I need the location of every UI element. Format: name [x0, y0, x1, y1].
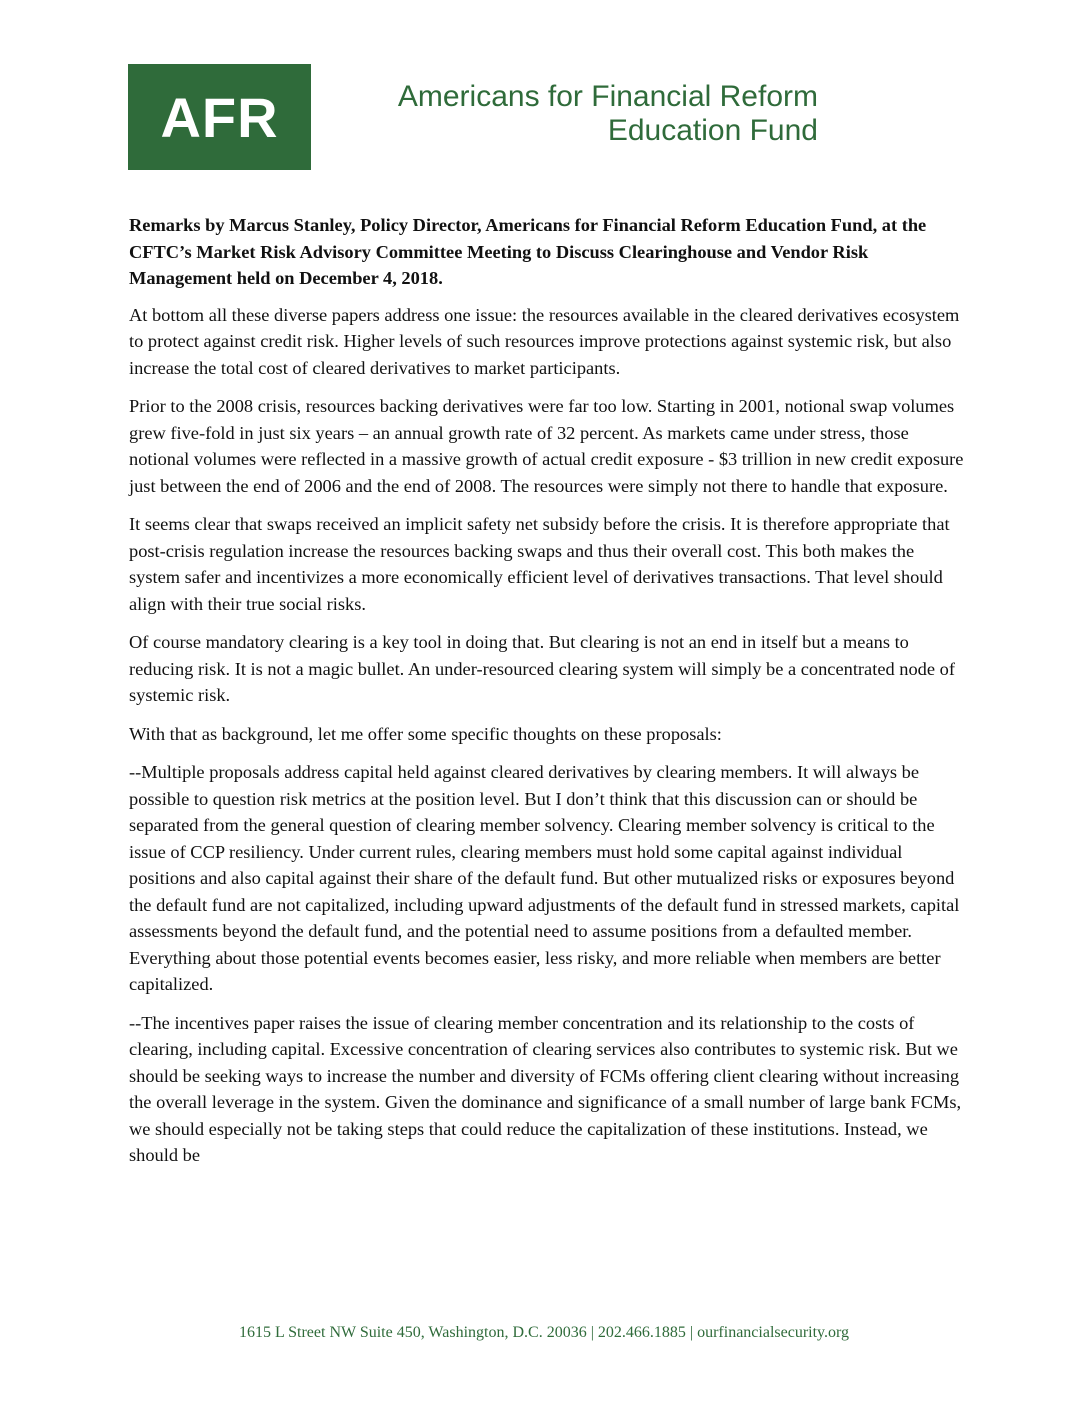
paragraph-3: It seems clear that swaps received an implicit safety net subsidy before the crisis. It is therefore appropriate that post-crisis regulation increase the resources backing swaps and thus their overall cost. This both makes the system safer and incentivizes a more economically efficient level of derivatives transactions. That level should align with their true social risks. [129, 514, 950, 614]
paragraph-4: Of course mandatory clearing is a key tool in doing that. But clearing is not an end in itself but a means to reducing risk. It is not a magic bullet. An under-resourced clearing system will simply be a concentrated node of systemic risk. [129, 632, 955, 705]
footer-address: 1615 L Street NW Suite 450, Washington, D.C. 20036 | 202.466.1885 | ourfinancialsecurity.org [238, 1324, 850, 1341]
paragraph-6: --Multiple proposals address capital held against cleared derivatives by clearing members. It will always be possible to question risk metrics at the position level. But I don’t think that this discussion can or should be separated from the general question of clearing member solvency. Clearing member solvency is critical to the issue of CCP resiliency. Under current rules, clearing members must hold some capital against individual positions and also capital against their share of the default fund. But other mutualized risks or exposures beyond the default fund are not capitalized, including upward adjustments of the default fund in stressed markets, capital assessments beyond the default fund, and the potential need to assume positions from a defaulted member. Everything about those potential events becomes easier, less risky, and more reliable when members are better capitalized. [129, 762, 960, 994]
document-body [129, 212, 967, 1181]
letterhead [128, 64, 848, 170]
paragraph-2: Prior to the 2008 crisis, resources backing derivatives were far too low. Starting in 2001, notional swap volumes grew five-fold in just six years – an annual growth rate of 32 percent. As markets came under stress, those notional volumes were reflected in a massive growth of actual credit exposure - $3 trillion in new credit exposure just between the end of 2006 and the end of 2008. The resources were simply not there to handle that exposure. [129, 396, 964, 496]
org-name-line2: Education Fund [607, 114, 818, 147]
afr-logo [128, 64, 311, 170]
paragraph-1: At bottom all these diverse papers address one issue: the resources available in the cleared derivatives ecosystem to protect against credit risk. Higher levels of such resources improve protections against systemic risk, but also increase the total cost of cleared derivatives to market participants. [129, 304, 960, 378]
organization-name [328, 80, 818, 148]
org-name-line1: Americans for Financial Reform [397, 80, 818, 113]
document-title: Remarks by Marcus Stanley, Policy Director, Americans for Financial Reform Education Fund, at the CFTC’s Market Risk Advisory Committee Meeting to Discuss Clearinghouse and Vendor Risk Management held on December 4, 2018. [129, 215, 927, 288]
logo-text: AFR [160, 85, 279, 149]
paragraph-5: With that as background, let me offer some specific thoughts on these proposals: [129, 723, 722, 744]
paragraph-7: --The incentives paper raises the issue of clearing member concentration and its relationship to the costs of clearing, including capital. Excessive concentration of clearing services also contributes to systemic risk. But we should be seeking ways to increase the number and diversity of FCMs offering client clearing without increasing the overall leverage in the system. Given the dominance and significance of a small number of large bank FCMs, we should especially not be taking steps that could reduce the capitalization of these institutions. Instead, we should be [129, 1012, 962, 1165]
